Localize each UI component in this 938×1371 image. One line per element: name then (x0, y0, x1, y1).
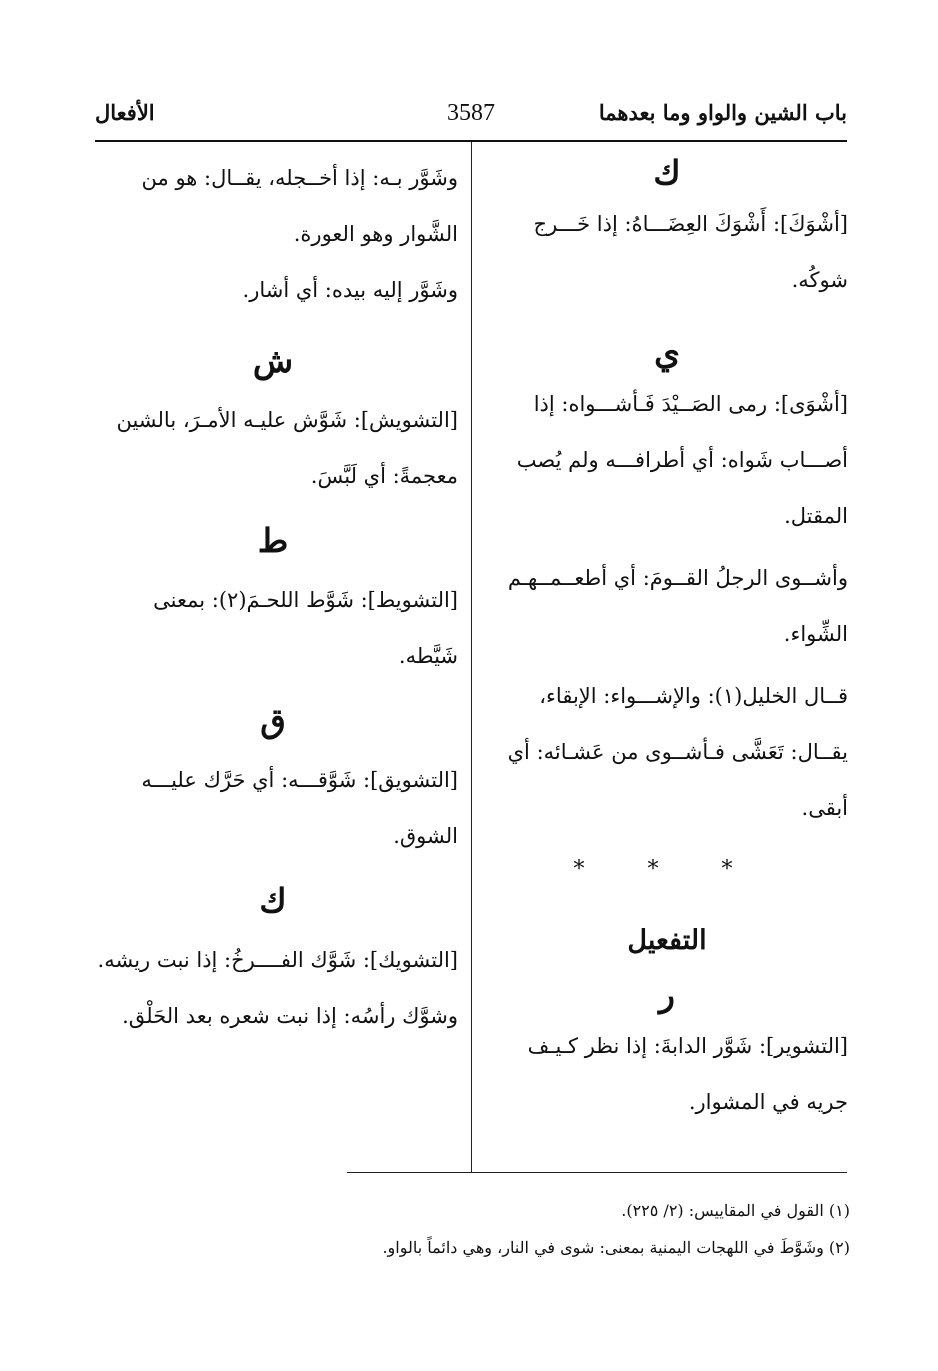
column-divider (471, 142, 472, 1172)
entry-tashwish: [التشويش]: شَوَّش عليـه الأمـرَ، بالشين معجمةً: أي لَبَّسَ. (116, 408, 458, 488)
page-number: 3587 (447, 100, 495, 126)
footnotes (200, 1192, 850, 1266)
entry-shawwar-bih: وشَوَّر بـه: إذا أخــجله، يقــال: هو من الشَّوار وهو العورة. (141, 166, 458, 246)
entry-ashwak: [أشْوَكَ]: أَشْوَكَ العِضَـــاهُ: إذا خَـــرج شوكُه. (533, 212, 848, 292)
entry-tashwit: [التشويط]: شَوَّط اللحـمَ(٢): بمعنى شَيَّطه. (153, 588, 458, 668)
entry-tashwik: [التشويك]: شَوَّك الفــــرخُ: إذا نبت ريشه. (97, 948, 458, 972)
letter-heading-ta: ط (257, 521, 289, 560)
section-title-header: الأفعال (95, 100, 155, 125)
section-heading-tafil: التفعيل (627, 925, 707, 956)
letter-heading-ya: ي (654, 333, 680, 372)
chapter-title: باب الشين والواو وما بعدهما (598, 100, 847, 125)
left-column (88, 150, 458, 1044)
letter-heading-qaf: ق (260, 701, 286, 740)
entry-tashwir: [التشوير]: شَوَّر الدابةَ: إذا نظر كـيـف جريه في المشوار. (527, 1034, 848, 1114)
footnote-rule (347, 1172, 847, 1173)
entry-tashwiq: [التشويق]: شَوَّقـــه: أي حَرَّك عليـــه الشوق. (141, 768, 458, 848)
entry-khalil-quote: قــال الخليل(١): والإشـــواء: الإبقاء، يقــال: تَعَشَّى فـأشــوى من عَشـائه: أي أبقى. (507, 684, 848, 820)
letter-heading-kaf-2: ك (259, 881, 287, 920)
letter-heading-ra: ر (659, 975, 675, 1014)
entry-ashwa-qawm: وأشــوى الرجلُ القــومَ: أي أطعــمــهـم الشِّواء. (507, 566, 848, 646)
letter-heading-kaf: ك (653, 153, 681, 192)
footnote-1: (١) القول في المقاييس: (٢/ ٢٢٥). (621, 1201, 850, 1220)
entry-shawwak-rasuh: وشوَّك رأسُه: إذا نبت شعره بعد الحَلْق. (122, 1004, 458, 1028)
letter-heading-shin: ش (252, 341, 294, 380)
entry-ashwa: [أشْوَى]: رمى الصَــيْدَ فَـأشـــواه: إذا أصـــاب شَواه: أي أطرافـــه ولم يُصب المقتل. (516, 392, 848, 528)
page-header (95, 100, 847, 140)
right-column (486, 150, 848, 1130)
entry-shawwar-ilayh: وشَوَّر إليه بيده: أي أشار. (242, 278, 458, 302)
section-separator: * * * (573, 857, 761, 882)
footnote-2: (٢) وشَوَّطَ في اللهجات اليمنية بمعنى: شوى في النار، وهي دائماً بالواو. (382, 1238, 850, 1257)
